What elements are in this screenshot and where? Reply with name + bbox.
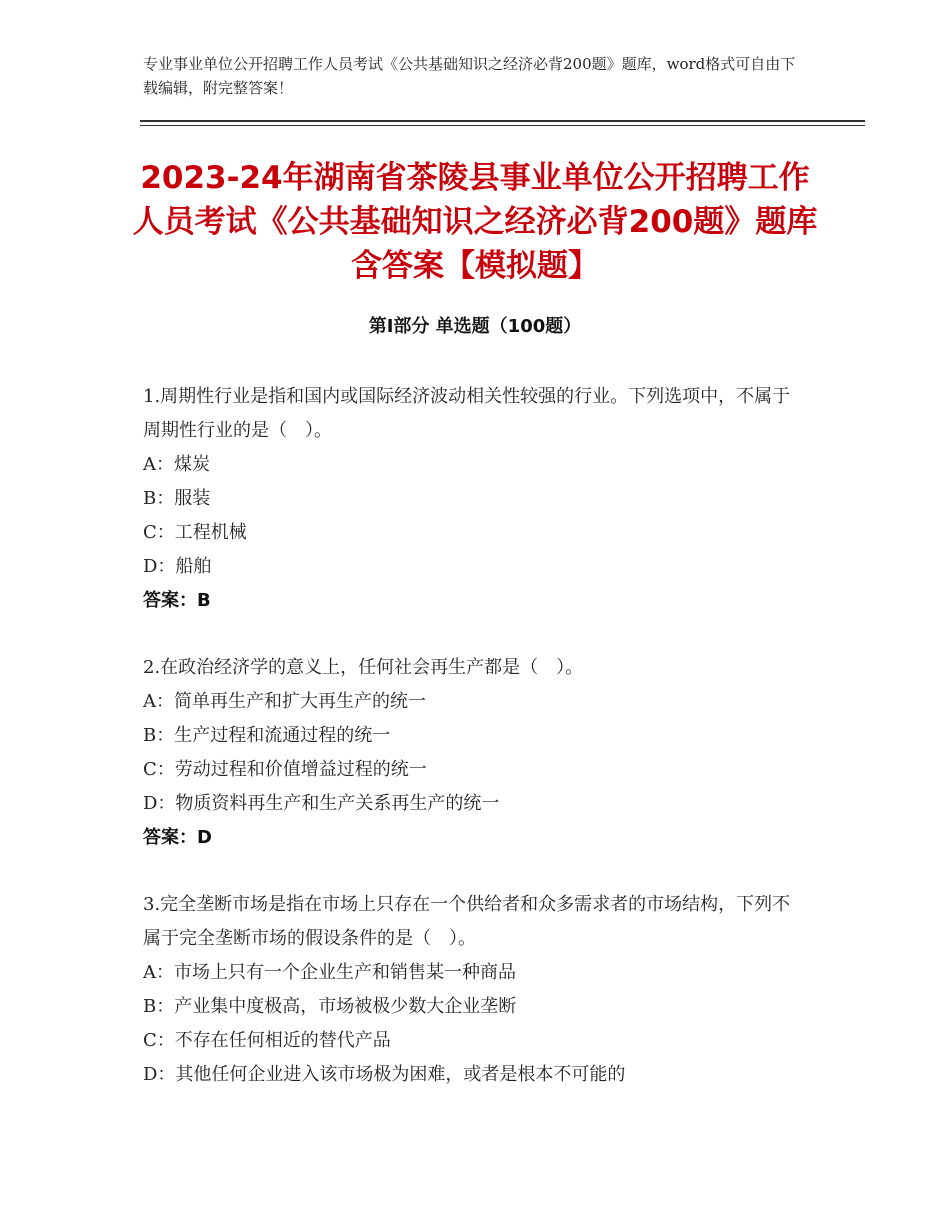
answer-line: 答案：D xyxy=(143,827,212,848)
document-title: 2023-24年湖南省茶陵县事业单位公开招聘工作人员考试《公共基础知识之经济必背200题》题库含答案【模拟题】 xyxy=(132,160,818,284)
question-stem: 1.周期性行业是指和国内或国际经济波动相关性较强的行业。下列选项中，不属于周期性行业的是（ ）。 xyxy=(143,386,791,441)
option-b: B：生产过程和流通过程的统一 xyxy=(143,725,391,746)
option-a: A：市场上只有一个企业生产和销售某一种商品 xyxy=(143,962,516,983)
section-heading: 第Ⅰ部分 单选题（100题） xyxy=(368,316,582,337)
question-3 xyxy=(143,888,808,1092)
option-b: B：服装 xyxy=(143,488,211,509)
option-c: C：劳动过程和价值增益过程的统一 xyxy=(143,759,427,780)
option-d: D：其他任何企业进入该市场极为困难，或者是根本不可能的 xyxy=(143,1064,626,1085)
question-list xyxy=(143,380,808,1125)
option-c: C：工程机械 xyxy=(143,522,247,543)
question-stem: 2.在政治经济学的意义上，任何社会再生产都是（ ）。 xyxy=(143,657,584,678)
question-1 xyxy=(143,380,808,618)
option-a: A：简单再生产和扩大再生产的统一 xyxy=(143,691,426,712)
answer-line: 答案：B xyxy=(143,590,211,611)
question-2 xyxy=(143,651,808,855)
option-b: B：产业集中度极高，市场被极少数大企业垄断 xyxy=(143,996,517,1017)
header-divider xyxy=(140,120,865,126)
option-d: D：物质资料再生产和生产关系再生产的统一 xyxy=(143,793,500,814)
question-stem: 3.完全垄断市场是指在市场上只存在一个供给者和众多需求者的市场结构，下列不属于完全垄断市场的假设条件的是（ ）。 xyxy=(143,894,791,949)
header-note: 专业事业单位公开招聘工作人员考试《公共基础知识之经济必背200题》题库，word格式可自由下载编辑，附完整答案！ xyxy=(143,55,796,97)
option-d: D：船舶 xyxy=(143,556,212,577)
option-a: A：煤炭 xyxy=(143,454,210,475)
option-c: C：不存在任何相近的替代产品 xyxy=(143,1030,391,1051)
